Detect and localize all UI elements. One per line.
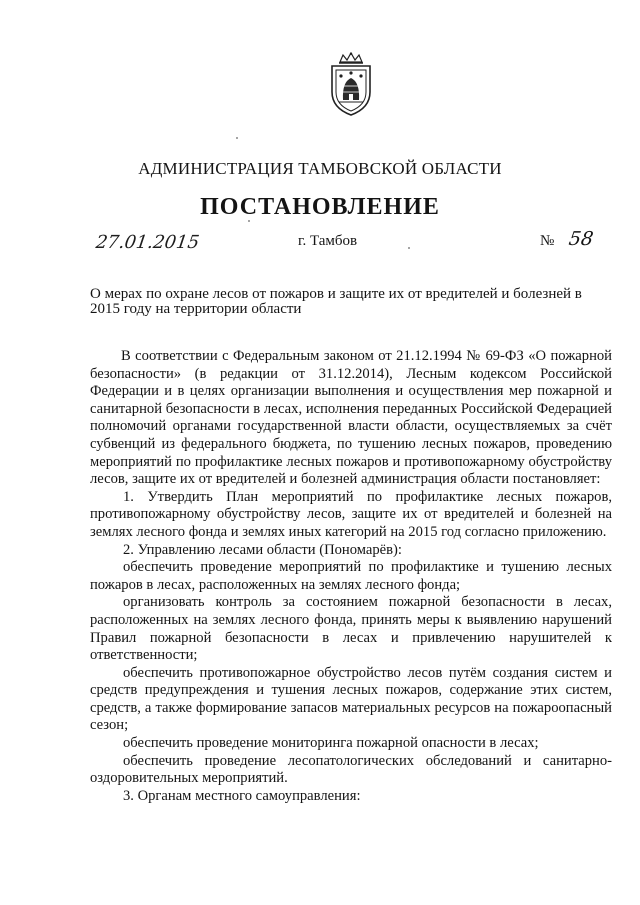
organization-name: АДМИНИСТРАЦИЯ ТАМБОВСКОЙ ОБЛАСТИ [138,159,502,178]
document-number: 58 [567,228,595,250]
paragraph-item-2-sub-3: обеспечить противопожарное обустройство лесов путём создания систем и средств предупреждения и тушения лесных пожаров, содержание этих систем, средств, а также формирование запасов материальных ресурсов на пожароопасный сезон; [90,664,612,734]
document-number-label: № [540,233,555,249]
document-city: г. Тамбов [298,233,358,249]
paragraph-item-2-sub-1: обеспечить проведение мероприятий по профилактике и тушению лесных пожаров в лесах, расположенных на землях лесного фонда; [90,559,612,593]
paragraph-item-1: 1. Утвердить План мероприятий по профилактике лесных пожаров, противопожарному обустройству лесов, защите их от вредителей и болезней на землях лесного фонда и землях иных категорий на 2015 год согласно приложению. [90,488,612,540]
coat-of-arms-tambov-icon [326,52,376,118]
paragraph-preamble: В соответствии с Федеральным законом от 21.12.1994 № 69-ФЗ «О пожарной безопасности» (в редакции от 31.12.2014), Лесным кодексом Российской Федерации и в целях организации выполнения и осуществления мер пожарной и санитарной безопасности в лесах, исполнения переданных Российской Федерацией полномочий органами государственной власти области, осуществляемых за счёт субвенций из федерального бюджета, по тушению лесных пожаров, проведению мероприятий по профилактике лесных пожаров и противопожарному обустройству лесов, защите их от вредителей и болезней администрация области постановляет: [90,348,612,488]
document-type-title: ПОСТАНОВЛЕНИЕ [200,194,440,220]
scan-speck [236,137,238,139]
document-subject: О мерах по охране лесов от пожаров и защите их от вредителей и болезней в 2015 году на территории области [90,286,582,317]
paragraph-item-3: 3. Органам местного самоуправления: [123,787,361,804]
document-body [90,348,612,805]
paragraph-item-2-sub-5: обеспечить проведение лесопатологических обследований и санитарно-оздоровительных мероприятий. [90,752,612,787]
paragraph-item-2-sub-2: организовать контроль за состоянием пожарной безопасности в лесах, расположенных на землях лесного фонда, принять меры к выявлению нарушений Правил пожарной безопасности в лесах и привлечению нарушителей к ответственности; [90,594,612,664]
document-date: 27.01.2015 [94,232,201,253]
paragraph-item-2-sub-4: обеспечить проведение мониторинга пожарной опасности в лесах; [123,735,539,752]
scan-speck [408,247,410,249]
paragraph-item-2: 2. Управлению лесами области (Пономарёв): [123,541,402,558]
scan-speck [248,220,250,222]
